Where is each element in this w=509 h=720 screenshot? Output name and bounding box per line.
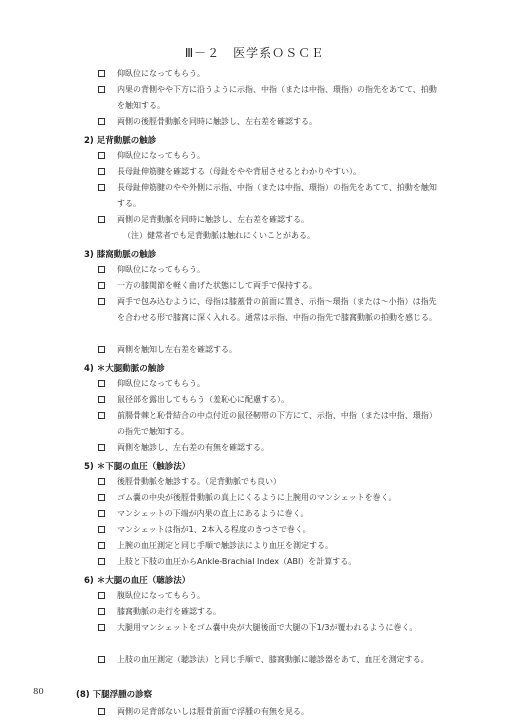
- checklist-item: 鼠径部を露出してもらう（羞恥心に配慮する）。: [98, 392, 443, 408]
- checkbox-icon[interactable]: [98, 86, 105, 93]
- checkbox-icon[interactable]: [98, 478, 105, 485]
- checklist-item: 仰臥位になってもらう。: [98, 262, 443, 278]
- section-heading: 4) ＊大腿動脈の触診: [84, 364, 165, 374]
- checkbox-icon[interactable]: [98, 412, 105, 419]
- checkbox-icon[interactable]: [98, 396, 105, 403]
- checkbox-icon[interactable]: [98, 298, 105, 305]
- section-note: （注）健常者でも足背動脈は触れにくいことがある。: [123, 231, 315, 240]
- checklist-item: 上肢の血圧測定（聴診法）と同じ手順で、膝窩動脈に聴診器をあて、血圧を測定する。: [98, 652, 443, 668]
- checkbox-icon[interactable]: [98, 282, 105, 289]
- checkbox-icon[interactable]: [98, 608, 105, 615]
- checkbox-icon[interactable]: [98, 70, 105, 77]
- checkbox-icon[interactable]: [98, 592, 105, 599]
- checkbox-icon[interactable]: [98, 510, 105, 517]
- checklist-item: 長母趾伸筋腱を確認する（母趾をやや背屈させるとわかりやすい）。: [98, 164, 443, 180]
- checkbox-icon[interactable]: [98, 708, 105, 715]
- checklist-item: 両側の足背部ないしは脛骨前面で浮腫の有無を見る。: [98, 704, 443, 720]
- checkbox-icon[interactable]: [98, 168, 105, 175]
- checkbox-icon[interactable]: [98, 542, 105, 549]
- checklist-item: ゴム嚢の中央が後脛骨動脈の真上にくるように上腕用のマンシェットを巻く。: [98, 490, 443, 506]
- checklist-item: 前腸骨棘と恥骨結合の中点付近の鼠径靭帯の下方にて、示指、中指（または中指、環指）の指先で触知する。: [98, 408, 443, 440]
- section-heading: 3) 膝窩動脈の触診: [84, 250, 157, 260]
- section-heading: 6) ＊大腿の血圧（聴診法）: [84, 576, 191, 586]
- checkbox-icon[interactable]: [98, 266, 105, 273]
- checklist-item: 長母趾伸筋腱のやや外側に示指、中指（または中指、環指）の指先をあてて、拍動を触知する。: [98, 180, 443, 212]
- checklist-item: 膝窩動脈の走行を確認する。: [98, 604, 443, 620]
- checklist-item: 仰臥位になってもらう。: [98, 376, 443, 392]
- checklist-item: 両側を触知し左右差を確認する。: [98, 342, 443, 358]
- checklist-item: 両側の後脛骨動脈を同時に触診し、左右差を確認する。: [98, 114, 443, 130]
- checklist-item: 後脛骨動脈を触診する。（足背動脈でも良い）: [98, 474, 443, 490]
- section-heading: 2) 足背動脈の触診: [84, 136, 157, 146]
- checklist-item: 仰臥位になってもらう。: [98, 148, 443, 164]
- checklist-item: 内果の背側やや下方に沿うように示指、中指（または中指、環指）の指先をあてて、拍動を触知する。: [98, 82, 443, 114]
- checklist-item: 両手で包み込むように、母指は膝蓋骨の前面に置き、示指～環指（または～小指）は指先を合わせる形で膝窩に深く入れる。通常は示指、中指の指先で膝窩動脈の拍動を感じる。: [98, 294, 443, 326]
- checklist-item: 一方の膝関節を軽く曲げた状態にして両手で保持する。: [98, 278, 443, 294]
- checklist-item: 腹臥位になってもらう。: [98, 588, 443, 604]
- checkbox-icon[interactable]: [98, 444, 105, 451]
- checklist-item: マンシェットの下端が内果の直上にあるように巻く。: [98, 506, 443, 522]
- checkbox-icon[interactable]: [98, 558, 105, 565]
- checkbox-icon[interactable]: [98, 346, 105, 353]
- section-heading: (8) 下腿浮腫の診察: [76, 690, 153, 700]
- checklist-item: 両側を触診し、左右差の有無を確認する。: [98, 440, 443, 456]
- checklist-item: 仰臥位になってもらう。: [98, 66, 443, 82]
- page-number: 80: [33, 687, 44, 697]
- checklist-item: マンシェットは指が1、2本入る程度のきつさで巻く。: [98, 522, 443, 538]
- checkbox-icon[interactable]: [98, 216, 105, 223]
- checkbox-icon[interactable]: [98, 656, 105, 663]
- checklist-item: 上腕の血圧測定と同じ手順で触診法により血圧を測定する。: [98, 538, 443, 554]
- checklist-item: 大腿用マンシェットをゴム嚢中央が大腿後面で大腿の下1/3が覆われるように巻く。: [98, 620, 443, 636]
- checkbox-icon[interactable]: [98, 118, 105, 125]
- checkbox-icon[interactable]: [98, 526, 105, 533]
- page-title: Ⅲ－２ 医学系ＯＳＣＥ: [184, 46, 325, 60]
- checklist-item: 上肢と下肢の血圧からAnkle-Brachial Index（ABI）を計算する。: [98, 554, 443, 570]
- checklist-item: 両側の足背動脈を同時に触診し、左右差を確認する。: [98, 212, 443, 228]
- checkbox-icon[interactable]: [98, 624, 105, 631]
- checkbox-icon[interactable]: [98, 152, 105, 159]
- checkbox-icon[interactable]: [98, 494, 105, 501]
- checkbox-icon[interactable]: [98, 184, 105, 191]
- checkbox-icon[interactable]: [98, 380, 105, 387]
- section-heading: 5) ＊下腿の血圧（触診法）: [84, 462, 191, 472]
